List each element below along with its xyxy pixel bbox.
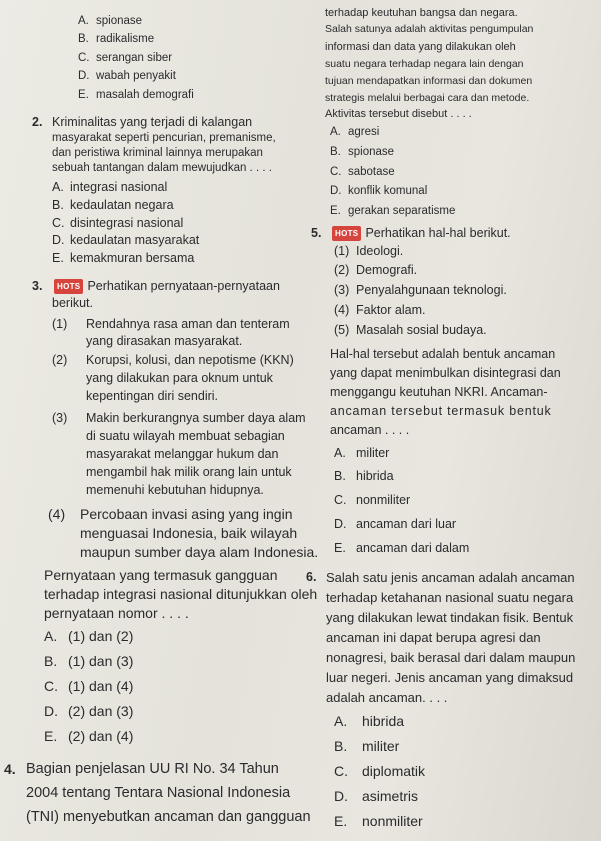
question-stem: Hal-hal tersebut adalah bentuk ancaman — [330, 347, 556, 361]
question-text: yang dilakukan lewat tindakan fisik. Bentuk — [326, 610, 574, 625]
question-text: nonagresi, baik berasal dari dalam maupun — [326, 650, 576, 665]
option[interactable]: A. spionase — [78, 15, 143, 27]
list-item: (3) Penyalahgunaan teknologi. — [334, 283, 507, 297]
option[interactable]: B. (1) dan (3) — [44, 653, 134, 669]
question-stem: menggangu keutuhan NKRI. Ancaman- — [330, 385, 548, 399]
question-text: strategis melalui berbagai cara dan metode. — [325, 92, 530, 104]
option[interactable]: C. sabotase — [330, 166, 395, 178]
question-stem: ancaman . . . . — [330, 423, 410, 437]
statement-text: mengambil hak milik orang lain untuk — [86, 465, 292, 479]
option[interactable]: C. diplomatik — [334, 763, 426, 779]
question-text: suatu negara terhadap negara lain dengan — [325, 58, 524, 70]
question-text: Kriminalitas yang terjadi di kalangan — [52, 115, 253, 129]
list-item: (5) Masalah sosial budaya. — [334, 323, 487, 337]
list-item: (4) Faktor alam. — [334, 303, 426, 317]
question-text: 2004 tentang Tentara Nasional Indonesia — [26, 785, 291, 801]
question-intro: HOTS Perhatikan pernyataan-pernyataan — [52, 279, 280, 294]
option[interactable]: A. agresi — [330, 126, 380, 138]
statement-text: Percobaan invasi asing yang ingin — [80, 506, 293, 522]
statement-text: menguasai Indonesia, baik wilayah — [80, 525, 298, 541]
option[interactable]: A. (1) dan (2) — [44, 628, 134, 644]
question-text: tujuan mendapatkan informasi dan dokumen — [325, 75, 533, 87]
option[interactable]: D. (2) dan (3) — [44, 703, 134, 719]
option[interactable]: A. hibrida — [334, 713, 405, 729]
option[interactable]: B. hibrida — [334, 469, 394, 483]
question-text: masyarakat seperti pencurian, premanisme, — [52, 132, 276, 144]
option[interactable]: C. (1) dan (4) — [44, 678, 134, 694]
statement-text: Korupsi, kolusi, dan nepotisme (KKN) — [86, 353, 294, 367]
statement-number: (1) — [52, 317, 68, 331]
question-text: informasi dan data yang dilakukan oleh — [325, 41, 516, 53]
question-text: Salah satunya adalah aktivitas pengumpulan — [325, 23, 534, 35]
question-text: ancaman ini dapat berupa agresi dan — [326, 630, 541, 645]
question-stem: terhadap integrasi nasional ditunjukkan oleh — [44, 586, 318, 602]
option[interactable]: B. kedaulatan negara — [52, 198, 174, 212]
question-text: (TNI) menyebutkan ancaman dan gangguan — [26, 809, 311, 825]
question-text: adalah ancaman. . . . — [326, 690, 448, 705]
question-number: 4. — [4, 761, 16, 777]
statement-text: Rendahnya rasa aman dan tenteram — [86, 317, 290, 331]
list-item: (2) Demografi. — [334, 263, 418, 277]
question-stem: pernyataan nomor . . . . — [44, 605, 189, 621]
option[interactable]: E. nonmiliter — [334, 813, 423, 829]
option[interactable]: C. nonmiliter — [334, 493, 411, 507]
option[interactable]: A. militer — [334, 446, 390, 460]
list-item: (1) Ideologi. — [334, 244, 404, 258]
question-text: terhadap ketahanan nasional suatu negara — [326, 590, 574, 605]
option[interactable]: B. radikalisme — [78, 33, 155, 45]
statement-text: maupun sumber daya alam Indonesia. — [80, 544, 319, 560]
question-stem: yang dapat menimbulkan disintegrasi dan — [330, 366, 561, 380]
option[interactable]: E. kemakmuran bersama — [52, 251, 195, 265]
statement-text: yang dirasakan masyarakat. — [86, 334, 243, 348]
option[interactable]: E. (2) dan (4) — [44, 728, 134, 744]
question-number: 6. — [306, 570, 317, 584]
question-intro: HOTS Perhatikan hal-hal berikut. — [330, 226, 511, 241]
option[interactable]: D. konflik komunal — [330, 185, 428, 197]
question-text: Aktivitas tersebut disebut . . . . — [325, 108, 472, 120]
question-number: 5. — [311, 226, 322, 240]
option[interactable]: C. serangan siber — [78, 52, 173, 64]
statement-number: (3) — [52, 411, 68, 425]
question-number: 3. — [32, 279, 43, 293]
statement-text: Makin berkurangnya sumber daya alam — [86, 411, 306, 425]
statement-number: (4) — [48, 506, 66, 522]
option[interactable]: D. kedaulatan masyarakat — [52, 233, 200, 247]
option[interactable]: E. ancaman dari dalam — [334, 541, 470, 555]
option[interactable]: D. asimetris — [334, 788, 419, 804]
question-text: luar negeri. Jenis ancaman yang dimaksud — [326, 670, 574, 685]
question-text: Bagian penjelasan UU RI No. 34 Tahun — [26, 761, 279, 777]
question-stem: Pernyataan yang termasuk gangguan — [44, 567, 278, 583]
question-number: 2. — [32, 115, 43, 129]
option[interactable]: B. militer — [334, 738, 400, 754]
hots-badge: HOTS — [54, 279, 83, 294]
option[interactable]: E. masalah demografi — [78, 89, 194, 101]
statement-text: kepentingan diri sendiri. — [86, 389, 219, 403]
question-text: sebuah tantangan dalam mewujudkan . . . . — [52, 162, 272, 174]
question-stem: ancaman tersebut termasuk bentuk — [330, 404, 552, 418]
option[interactable]: A. integrasi nasional — [52, 180, 168, 194]
question-text: Salah satu jenis ancaman adalah ancaman — [326, 570, 575, 585]
statement-text: yang dilakukan para oknum untuk — [86, 371, 273, 385]
option[interactable]: B. spionase — [330, 146, 395, 158]
option[interactable]: D. ancaman dari luar — [334, 517, 457, 531]
statement-number: (2) — [52, 353, 68, 367]
statement-text: di suatu wilayah membuat sebagian — [86, 429, 285, 443]
question-text: dan peristiwa kriminal lainnya merupakan — [52, 147, 263, 159]
statement-text: masyarakat melanggar hukum dan — [86, 447, 279, 461]
option[interactable]: E. gerakan separatisme — [330, 205, 456, 217]
hots-badge: HOTS — [332, 226, 361, 241]
question-text: terhadap keutuhan bangsa dan negara. — [325, 7, 518, 19]
question-intro: berikut. — [52, 296, 93, 310]
statement-text: memenuhi kebutuhan hidupnya. — [86, 483, 264, 497]
option[interactable]: C. disintegrasi nasional — [52, 216, 184, 230]
option[interactable]: D. wabah penyakit — [78, 70, 176, 82]
